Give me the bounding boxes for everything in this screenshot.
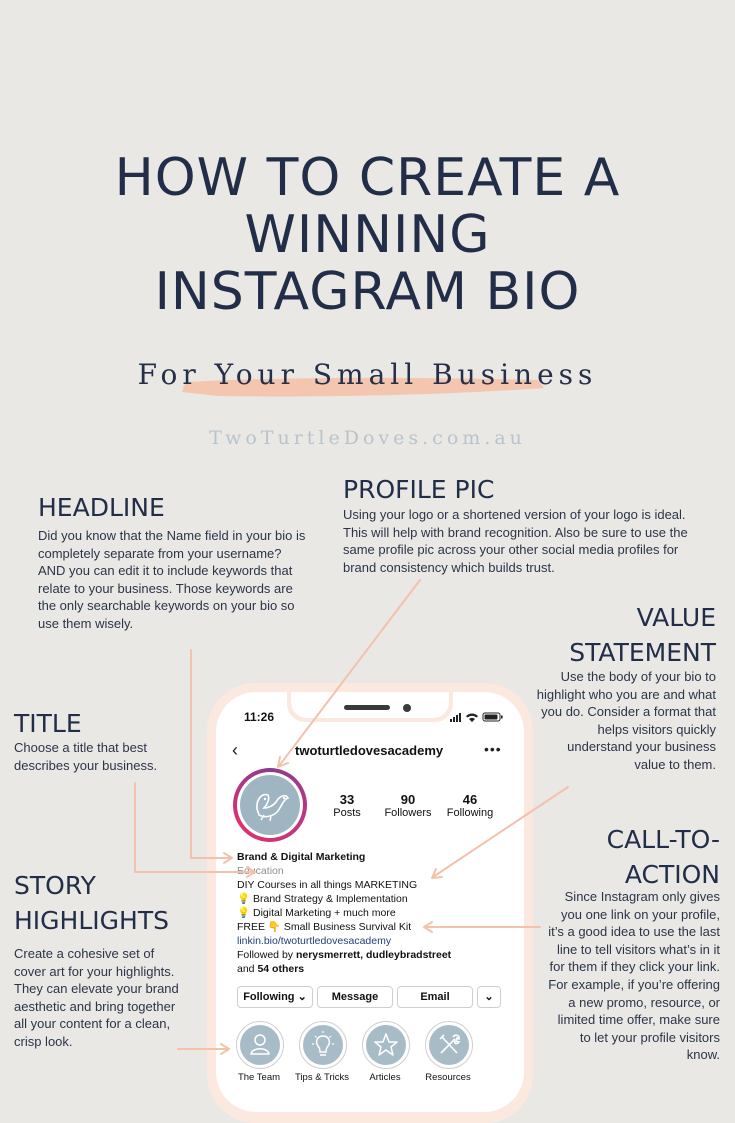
stat-posts-label: Posts <box>333 807 361 819</box>
followed-by-names: nerysmerrett, dudleybradstreet <box>295 949 452 961</box>
highlight-label-tips-tricks: Tips & Tricks <box>294 1072 349 1083</box>
profile-username: twoturtledovesacademy <box>295 743 444 758</box>
highlight-label-resources: Resources <box>425 1072 471 1083</box>
bio-link[interactable]: linkin.bio/twoturtledovesacademy <box>237 935 392 947</box>
arrow-profile-pic <box>279 580 420 766</box>
website-url: TwoTurtleDoves.com.au <box>209 427 526 449</box>
title-line-1: HOW TO CREATE A <box>114 148 621 208</box>
title-line-3: INSTAGRAM BIO <box>154 262 581 322</box>
highlight-label-the-team: The Team <box>237 1072 281 1083</box>
bio-line-2: 💡 Brand Strategy & Implementation <box>237 893 408 905</box>
title-section-heading: TITLE <box>14 709 82 738</box>
story-highlights-body: Create a cohesive set of cover art for your highlights. They can elevate your brand aesthetic and bring together all your content for a clean, crisp look. <box>14 946 179 1049</box>
back-chevron-icon[interactable]: ‹ <box>232 740 238 760</box>
value-statement-heading-1: VALUE <box>636 603 716 632</box>
cta-heading-1: CALL-TO- <box>606 825 720 854</box>
bio-line-3: 💡 Digital Marketing + much more <box>237 907 396 919</box>
headline-body: Did you know that the Name field in your bio is completely separate from your username? AND you can edit it to include keywords that relate to your business. Those keywords are the only searchable keywords on your bio so use them wisely. <box>38 528 306 631</box>
stat-following-label: Following <box>446 807 494 819</box>
following-label: Following <box>243 991 295 1003</box>
profile-pic-body: Using your logo or a shortened version of your logo is ideal. This will help with brand recognition. Also be sure to use the same profile pic across your other social media profiles for brand consistency which builds trust. <box>343 507 688 575</box>
suggested-chevron-icon[interactable]: ⌄ <box>477 986 501 1008</box>
headline-heading: HEADLINE <box>38 493 165 522</box>
stat-posts-count: 33 <box>339 792 355 807</box>
message-button[interactable]: Message <box>317 986 393 1008</box>
bio-line-1: DIY Courses in all things MARKETING <box>237 879 418 891</box>
arrow-headline <box>191 650 231 858</box>
more-options-icon[interactable]: ••• <box>484 741 502 757</box>
title-line-2: WINNING <box>244 205 491 265</box>
followed-by-prefix: Followed by <box>237 949 296 961</box>
value-statement-body: Use the body of your bio to highlight who you are and what you do. Consider a format that helps visitors quickly understand your business value to them. <box>536 669 716 772</box>
status-time: 11:26 <box>244 710 275 724</box>
stat-following-count: 46 <box>462 792 478 807</box>
stat-followers-count: 90 <box>400 792 416 807</box>
cta-heading-2: ACTION <box>624 860 720 889</box>
highlight-label-articles: Articles <box>369 1072 401 1083</box>
profile-name: Brand & Digital Marketing <box>237 851 366 863</box>
profile-pic-heading: PROFILE PIC <box>343 475 495 504</box>
title-section-body: Choose a title that best describes your business. <box>14 740 158 773</box>
subtitle: For Your Small Business <box>137 358 598 391</box>
email-button[interactable]: Email <box>397 986 473 1008</box>
followed-by-and: and <box>237 963 258 975</box>
bio-line-4: FREE 👇 Small Business Survival Kit <box>237 921 412 933</box>
story-highlights-heading-1: STORY <box>14 871 96 900</box>
followed-by-others: 54 others <box>257 963 305 975</box>
profile-category: Education <box>237 865 284 877</box>
value-statement-heading-2: STATEMENT <box>569 638 716 667</box>
arrow-value <box>433 787 568 877</box>
stat-followers-label: Followers <box>384 807 432 819</box>
cta-body: Since Instagram only gives you one link on your profile, it’s a good idea to use the last line to tell visitors what’s in it for them if they click your link. For example, if you’re offering a new promo, resource, or limited time offer, make sure to let your profile visitors know. <box>548 889 720 1063</box>
chevron-down-icon: ⌄ <box>294 991 307 1003</box>
story-highlights-heading-2: HIGHLIGHTS <box>14 906 169 935</box>
